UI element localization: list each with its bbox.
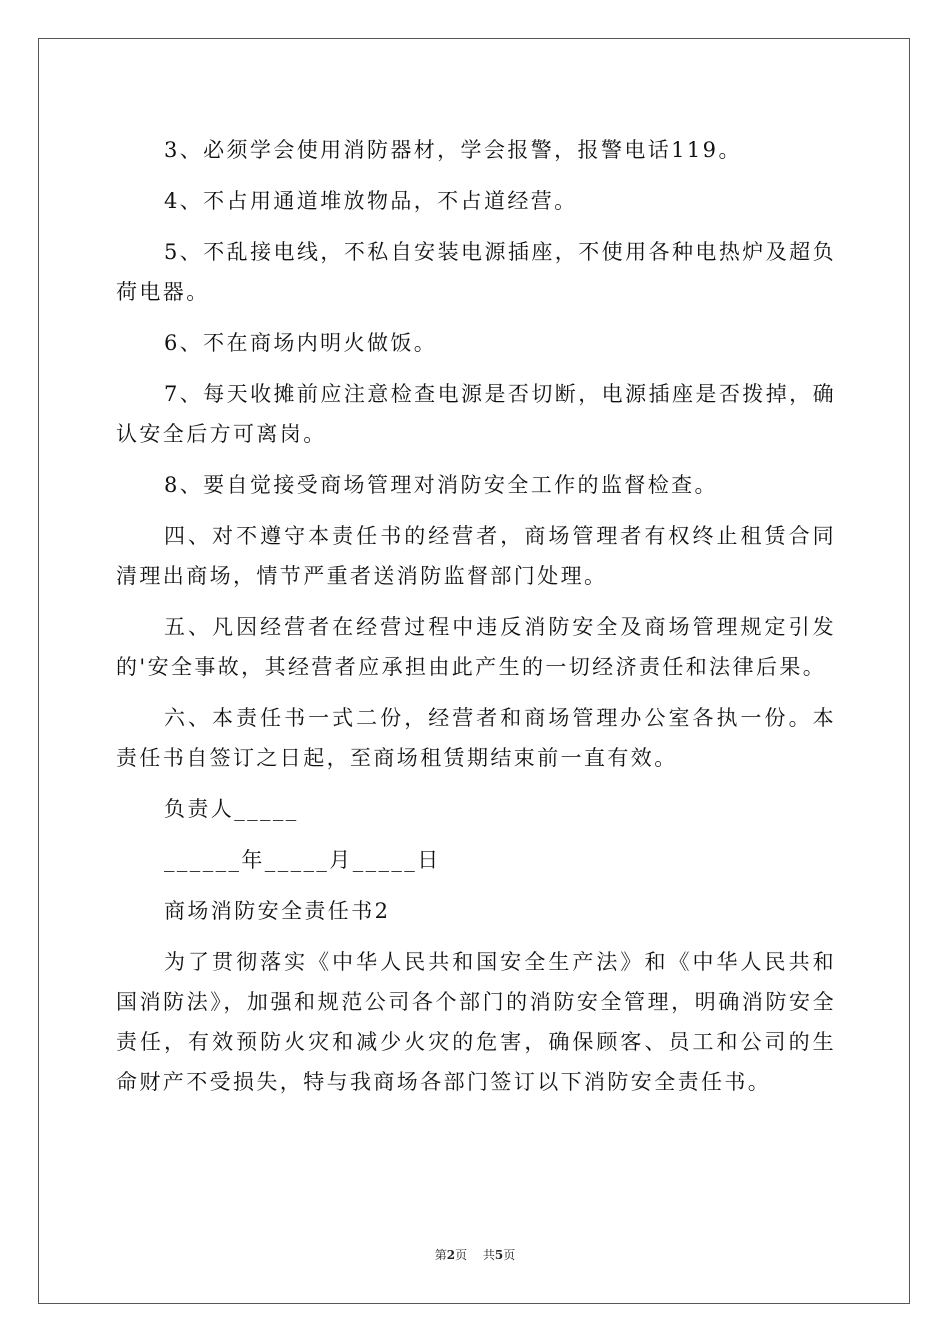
paragraph-item-6: 6、不在商场内明火做饭。 <box>164 331 438 355</box>
paragraph-section-6: 六、本责任书一式二份，经营者和商场管理办公室各执一份。本责任书自签订之日起，至商场租赁期结束前一直有效。 <box>116 706 836 770</box>
document-body <box>116 130 836 1113</box>
paragraph-item-5: 5、不乱接电线，不私自安装电源插座，不使用各种电热炉及超负荷电器。 <box>116 240 836 304</box>
date-line: ______年_____月_____日 <box>164 848 441 872</box>
page-number <box>435 1248 467 1262</box>
paragraph-item-3: 3、必须学会使用消防器材，学会报警，报警电话119。 <box>164 138 742 162</box>
paragraph-item-8: 8、要自觉接受商场管理对消防安全工作的监督检查。 <box>164 473 718 497</box>
signature-line: 负责人_____ <box>164 797 299 821</box>
paragraph-section-5: 五、凡因经营者在经营过程中违反消防安全及商场管理规定引发的'安全事故，其经营者应承担由此产生的一切经济责任和法律后果。 <box>116 615 836 679</box>
paragraph-item-4: 4、不占用通道堆放物品，不占道经营。 <box>164 189 578 213</box>
paragraph-section-4: 四、对不遵守本责任书的经营者，商场管理者有权终止租赁合同清理出商场，情节严重者送消防监督部门处理。 <box>116 524 836 588</box>
total-count: 5 <box>494 1248 504 1262</box>
page-footer <box>0 1246 950 1263</box>
page-suffix: 页 <box>455 1248 468 1262</box>
total-prefix: 共 <box>482 1248 495 1262</box>
page-prefix: 第 <box>434 1248 447 1262</box>
section-title: 商场消防安全责任书2 <box>164 899 391 923</box>
page-total <box>483 1248 515 1262</box>
paragraph-item-7: 7、每天收摊前应注意检查电源是否切断，电源插座是否拨掉，确认安全后方可离岗。 <box>116 382 836 446</box>
paragraph-intro: 为了贯彻落实《中华人民共和国安全生产法》和《中华人民共和国消防法》，加强和规范公司各个部门的消防安全管理，明确消防安全责任，有效预防火灾和减少火灾的危害，确保顾客、员工和公司的生命财产不受损失，特与我商场各部门签订以下消防安全责任书。 <box>116 950 836 1094</box>
page-current: 2 <box>446 1248 456 1262</box>
total-suffix: 页 <box>503 1248 516 1262</box>
